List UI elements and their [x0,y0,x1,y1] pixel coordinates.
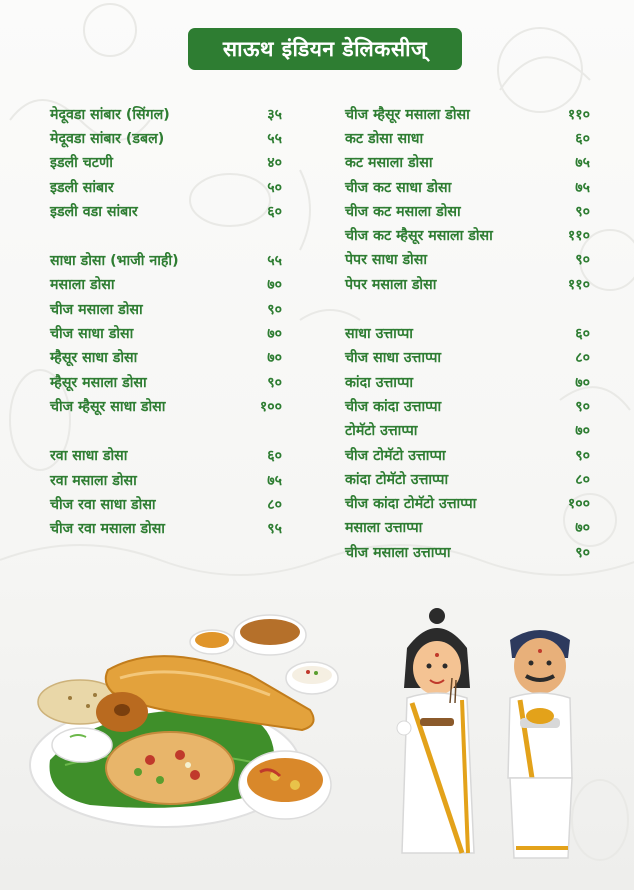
menu-column-right [345,102,590,564]
man-figure-icon [508,630,572,858]
menu-item [345,540,590,564]
item-price: ७० [575,423,590,440]
item-name: मसाला डोसा [50,277,115,294]
menu-item [345,443,590,467]
item-price: ९५ [267,521,282,538]
menu-item [50,175,282,199]
item-name: चीज कांदा टोमॅटो उत्ताप्पा [345,496,477,513]
item-price: ७० [267,277,282,294]
menu-item [50,126,282,150]
item-name: चीज साधा उत्ताप्पा [345,350,442,367]
item-name: मसाला उत्ताप्पा [345,520,423,537]
item-name: टोमॅटो उत्ताप्पा [345,423,418,440]
item-name: कट डोसा साधा [345,130,424,147]
item-price: ९० [575,203,590,220]
item-price: ७० [267,326,282,343]
menu-item [50,444,282,468]
item-name: पेपर मसाला डोसा [345,276,437,293]
menu-item [50,248,282,272]
item-name: कांदा टोमॅटो उत्ताप्पा [345,471,449,488]
item-price: ९० [267,301,282,318]
menu-item [345,321,590,345]
item-name: साधा उत्ताप्पा [345,326,413,343]
item-price: ९० [575,447,590,464]
menu-item [345,248,590,272]
item-price: ९० [575,544,590,561]
menu-item [345,516,590,540]
menu-item [345,126,590,150]
item-price: ७० [575,374,590,391]
menu-item [50,468,282,492]
menu-item [50,321,282,345]
item-name: कट मसाला डोसा [345,155,433,172]
item-name: इडली चटणी [50,155,113,172]
menu-item [50,273,282,297]
item-price: ७५ [267,472,282,489]
item-name: मेदूवडा सांबार (डबल) [50,130,165,147]
menu-item [50,370,282,394]
item-price: ६० [267,448,282,465]
menu-item [50,151,282,175]
item-name: इडली वडा सांबार [50,203,138,220]
menu-item [50,394,282,418]
item-name: चीज कट मसाला डोसा [345,203,461,220]
item-name: चीज मसाला डोसा [50,301,143,318]
item-price: ५० [267,179,282,196]
item-name: चीज कांदा उत्ताप्पा [345,398,442,415]
item-name: चीज कट साधा डोसा [345,179,452,196]
menu-item [50,199,282,223]
item-price: ६० [575,326,590,343]
item-name: मेदूवडा सांबार (सिंगल) [50,106,170,123]
item-price: १०० [259,398,282,415]
menu-item [345,394,590,418]
food-plate-illustration-icon [20,600,350,850]
item-name: चीज मसाला उत्ताप्पा [345,544,451,561]
item-name: चीज म्हैसूर मसाला डोसा [345,106,470,123]
menu-title: साऊथ इंडियन डेलिकसीज् [222,37,428,61]
item-price: ९० [575,398,590,415]
menu-item [345,370,590,394]
item-price: ७५ [575,155,590,172]
item-name: म्हैसूर साधा डोसा [50,350,138,367]
item-price: ६० [267,203,282,220]
item-name: चीज कट म्हैसूर मसाला डोसा [345,228,493,245]
menu-item [345,223,590,247]
menu-item [345,175,590,199]
item-price: ७५ [575,179,590,196]
item-name: चीज म्हैसूर साधा डोसा [50,398,166,415]
menu-item [345,199,590,223]
item-name: चीज साधा डोसा [50,326,134,343]
item-name: इडली सांबार [50,179,114,196]
item-price: ८० [575,471,590,488]
item-name: रवा साधा डोसा [50,448,128,465]
group-spacer [50,223,282,248]
item-name: म्हैसूर मसाला डोसा [50,374,147,391]
menu-item [50,492,282,516]
item-price: ३५ [267,106,282,123]
woman-figure-icon [397,608,474,853]
item-price: ९० [575,252,590,269]
item-price: ७० [267,350,282,367]
item-price: ११० [567,106,590,123]
menu-item [345,102,590,126]
menu-item [345,272,590,296]
group-spacer [50,419,282,444]
south-indian-couple-illustration-icon [392,608,592,863]
item-price: ९० [267,374,282,391]
item-price: ६० [575,130,590,147]
group-spacer [345,296,590,321]
menu-item [345,491,590,515]
item-price: ८० [575,350,590,367]
item-price: १०० [567,496,590,513]
menu-item [50,297,282,321]
item-name: कांदा उत्ताप्पा [345,374,414,391]
item-name: पेपर साधा डोसा [345,252,427,269]
menu-item [345,467,590,491]
item-price: ४० [267,155,282,172]
item-name: चीज टोमॅटो उत्ताप्पा [345,447,446,464]
menu-title-banner [188,28,462,70]
item-price: ११० [567,228,590,245]
item-price: ५५ [267,130,282,147]
item-name: साधा डोसा (भाजी नाही) [50,253,179,270]
item-price: ५५ [267,253,282,270]
item-name: रवा मसाला डोसा [50,472,137,489]
item-price: ७० [575,520,590,537]
menu-item [345,151,590,175]
item-name: चीज रवा मसाला डोसा [50,521,165,538]
menu-column-left [50,102,282,541]
item-price: ८० [267,496,282,513]
item-name: चीज रवा साधा डोसा [50,496,156,513]
menu-item [345,346,590,370]
menu-item [50,102,282,126]
menu-item [50,346,282,370]
menu-item [345,419,590,443]
menu-item [50,516,282,540]
item-price: ११० [567,276,590,293]
